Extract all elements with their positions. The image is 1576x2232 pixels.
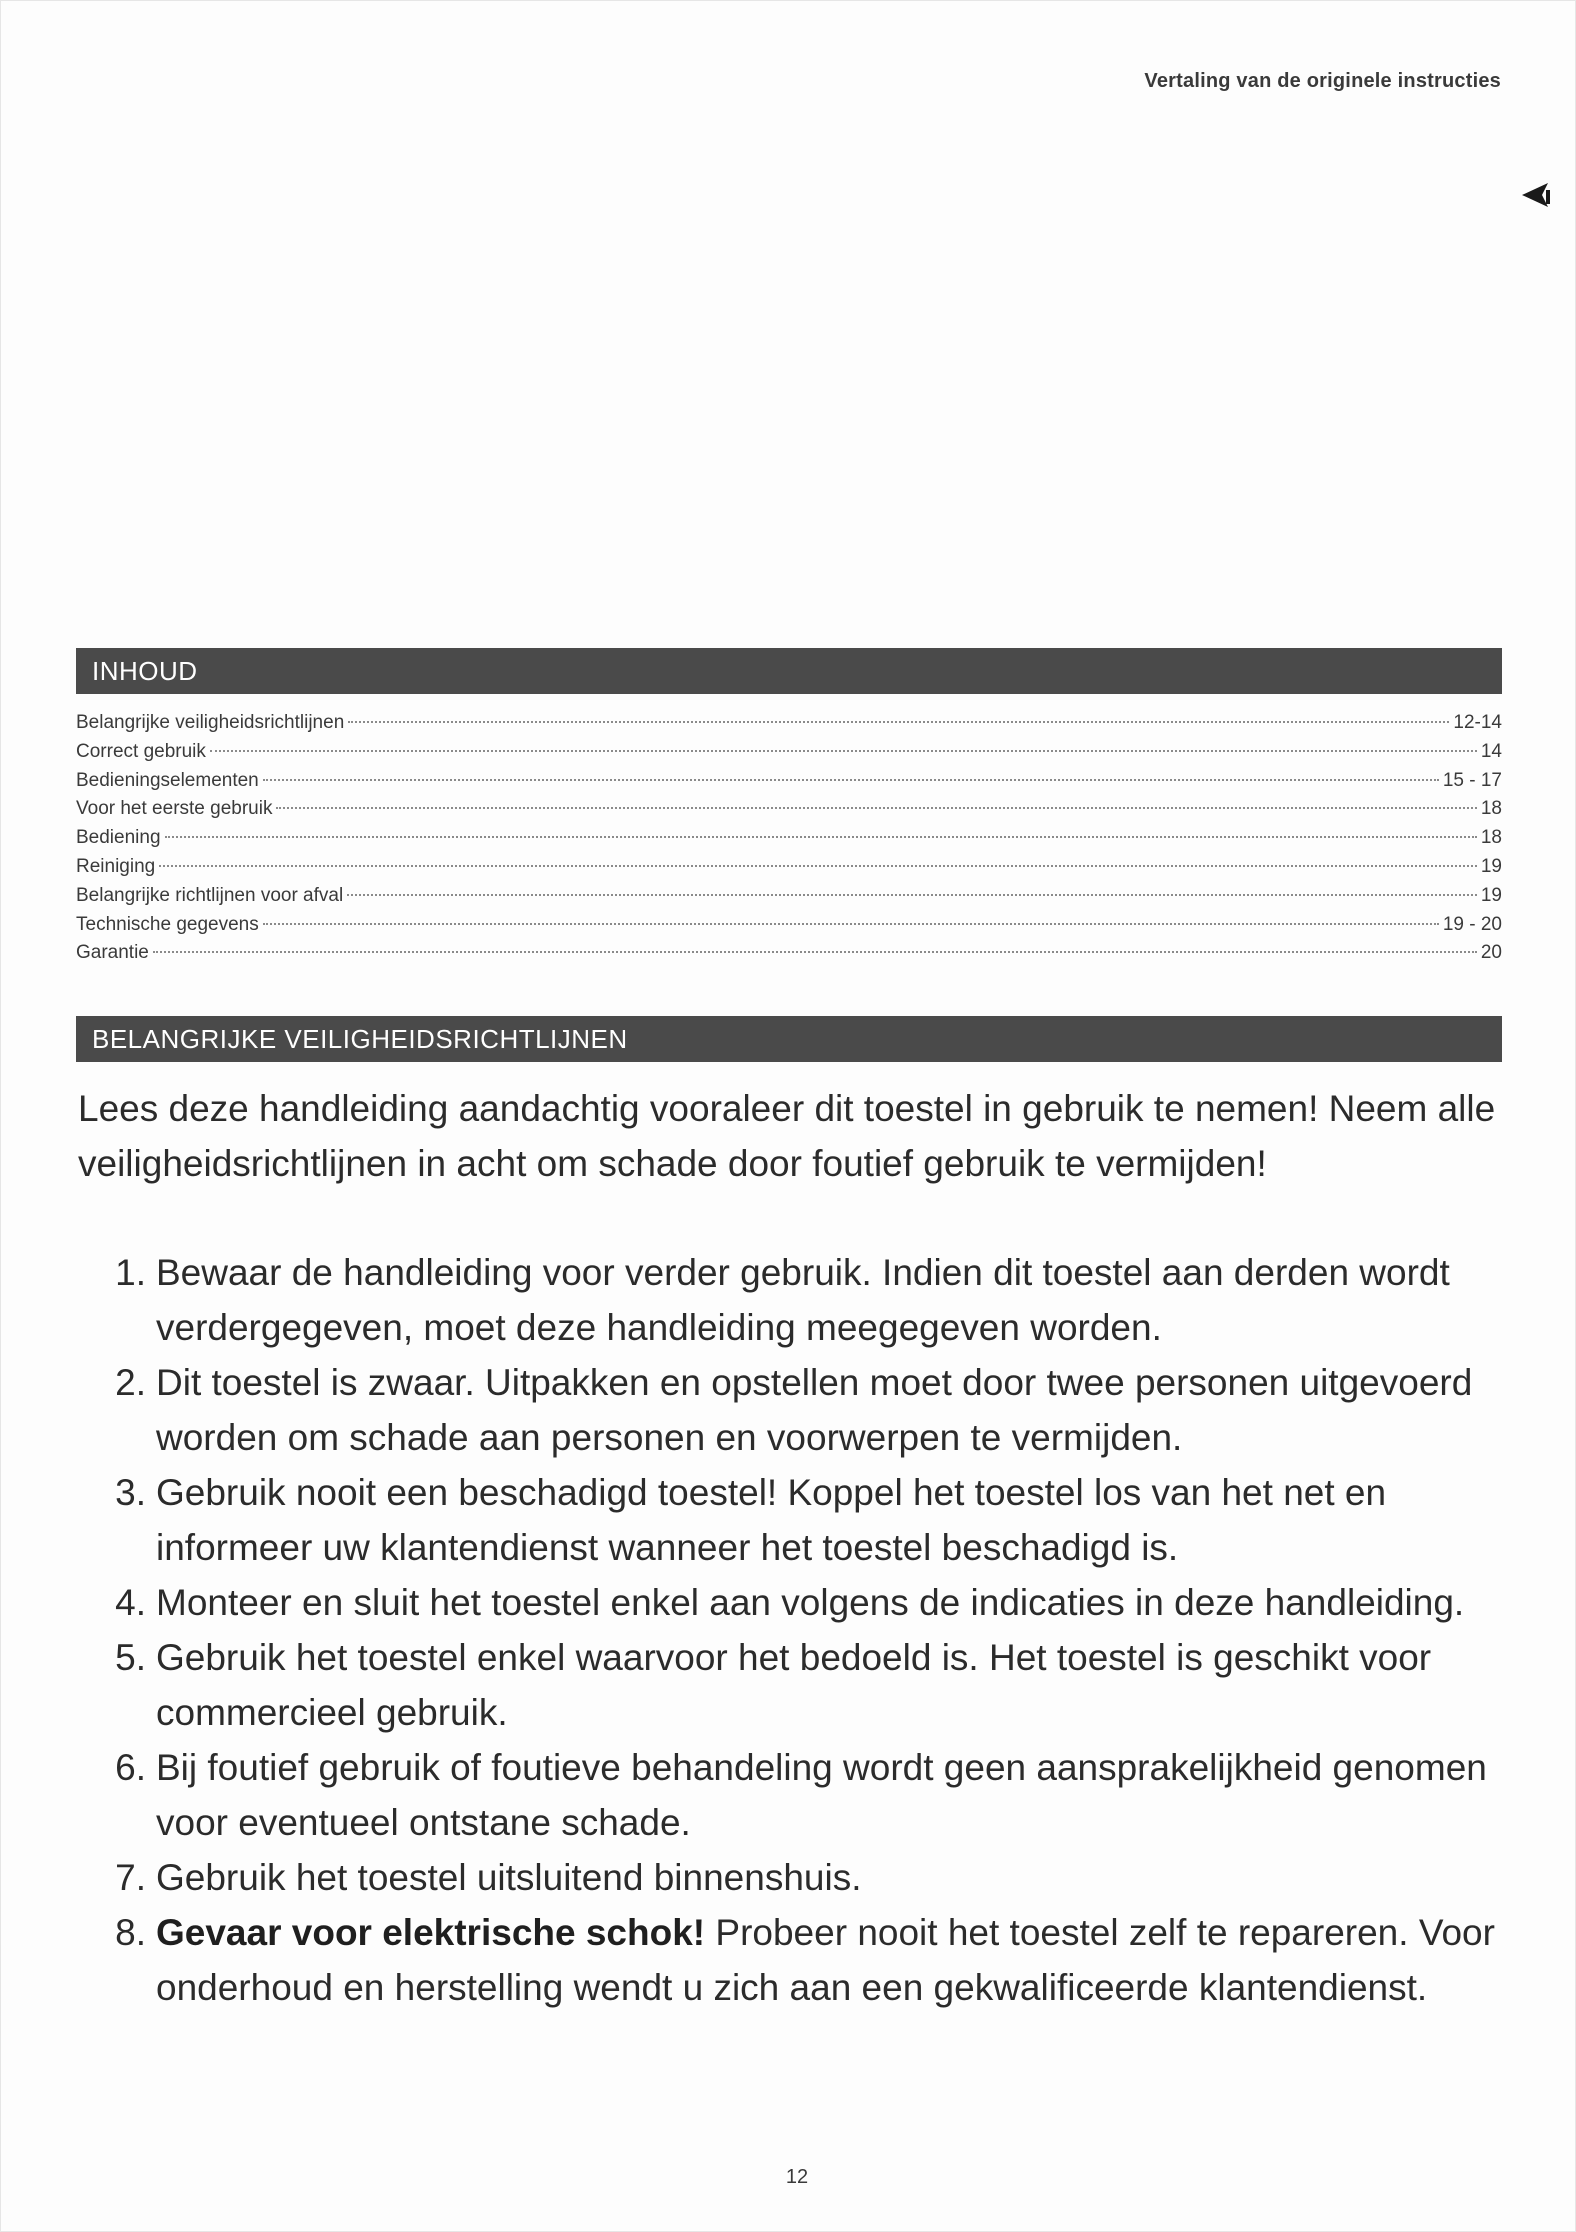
toc-item[interactable] [76, 827, 1502, 856]
toc-leader-dots [210, 750, 1477, 752]
rule-number: 4. [115, 1582, 146, 1623]
toc-item-label: Bedieningselementen [76, 769, 259, 791]
rule-text: Probeer nooit het toestel zelf te repareren. Voor onderhoud en herstelling wendt u zich aan een gekwalificeerde klantendienst. [156, 1912, 1495, 2008]
rule-text: Bewaar de handleiding voor verder gebruik. Indien dit toestel aan derden wordt verdergegeven, moet deze handleiding meegegeven worden. [156, 1252, 1450, 1348]
toc-item-label: Belangrijke richtlijnen voor afval [76, 884, 344, 906]
toc-item[interactable] [76, 885, 1502, 914]
toc-item[interactable] [76, 856, 1502, 885]
table-of-contents [76, 712, 1502, 971]
toc-item[interactable] [76, 712, 1502, 741]
rule-number: 8. [115, 1912, 146, 1953]
safety-rule [78, 1630, 1508, 1740]
toc-item-label: Reiniging [76, 855, 156, 877]
toc-section-title: INHOUD [76, 648, 1502, 694]
toc-leader-dots [263, 779, 1439, 781]
rule-text: Gebruik het toestel enkel waarvoor het bedoeld is. Het toestel is geschikt voor commercieel gebruik. [156, 1637, 1432, 1733]
rule-body [156, 1905, 1508, 2015]
toc-item[interactable] [76, 741, 1502, 770]
safety-section-title: BELANGRIJKE VEILIGHEIDSRICHTLIJNEN [76, 1016, 1502, 1062]
safety-intro: Lees deze handleiding aandachtig vooraleer dit toestel in gebruik te nemen! Neem alle veiligheidsrichtlijnen in acht om schade door foutief gebruik te vermijden! [78, 1088, 1496, 1184]
page-number: 12 [785, 2166, 809, 2188]
toc-leader-dots [159, 865, 1477, 867]
toc-leader-dots [263, 923, 1439, 925]
rule-text: Bij foutief gebruik of foutieve behandeling wordt geen aansprakelijkheid genomen voor eventueel ontstane schade. [156, 1747, 1487, 1843]
toc-item-label: Correct gebruik [76, 740, 206, 762]
toc-item-pages: 14 [1480, 740, 1502, 762]
toc-item[interactable] [76, 942, 1502, 971]
safety-rule [78, 1355, 1508, 1465]
toc-item-pages: 12-14 [1453, 712, 1502, 733]
toc-leader-dots [348, 721, 1449, 723]
safety-rules-list [78, 1245, 1508, 2015]
rule-warning: Gevaar voor elektrische schok! [156, 1912, 706, 1953]
rule-number: 2. [115, 1362, 146, 1403]
rule-number: 7. [115, 1857, 146, 1898]
safety-rule [78, 1905, 1508, 2015]
toc-item[interactable] [76, 770, 1502, 799]
toc-leader-dots [347, 894, 1477, 896]
safety-rule [78, 1850, 1508, 1905]
toc-item-label: Voor het eerste gebruik [76, 798, 273, 820]
toc-item-label: Garantie [76, 942, 149, 964]
rule-text: Monteer en sluit het toestel enkel aan volgens de indicaties in deze handleiding. [156, 1582, 1465, 1623]
rule-text: Gebruik het toestel uitsluitend binnenshuis. [156, 1857, 862, 1898]
rule-number: 1. [115, 1252, 146, 1293]
safety-rule [78, 1465, 1508, 1575]
toc-item-pages: 19 [1480, 884, 1502, 906]
safety-rule [78, 1245, 1508, 1355]
toc-item-label: Technische gegevens [76, 913, 259, 935]
toc-leader-dots [276, 807, 1476, 809]
toc-item[interactable] [76, 798, 1502, 827]
toc-item-pages: 20 [1480, 942, 1502, 964]
toc-item[interactable] [76, 914, 1502, 943]
toc-item-pages: 15 - 17 [1442, 769, 1502, 791]
toc-item-label: Belangrijke veiligheidsrichtlijnen [76, 712, 345, 733]
rule-text: Dit toestel is zwaar. Uitpakken en opstellen moet door twee personen uitgevoerd worden om schade aan personen en voorwerpen te vermijden. [156, 1362, 1473, 1458]
rule-text: Gebruik nooit een beschadigd toestel! Koppel het toestel los van het net en informeer uw klantendienst wanneer het toestel beschadigd is. [156, 1472, 1387, 1568]
language-marker-icon [1520, 178, 1554, 212]
toc-item-pages: 18 [1480, 827, 1502, 849]
toc-item-pages: 19 [1480, 855, 1502, 877]
safety-rule [78, 1575, 1508, 1630]
rule-number: 6. [115, 1747, 146, 1788]
rule-number: 5. [115, 1637, 146, 1678]
toc-item-pages: 19 - 20 [1442, 913, 1502, 935]
toc-item-pages: 18 [1480, 798, 1502, 820]
rule-number: 3. [115, 1472, 146, 1513]
toc-item-label: Bediening [76, 827, 161, 849]
toc-leader-dots [153, 951, 1477, 953]
safety-rule [78, 1740, 1508, 1850]
toc-leader-dots [165, 836, 1477, 838]
header-note: Vertaling van de originele instructies [1144, 70, 1501, 92]
